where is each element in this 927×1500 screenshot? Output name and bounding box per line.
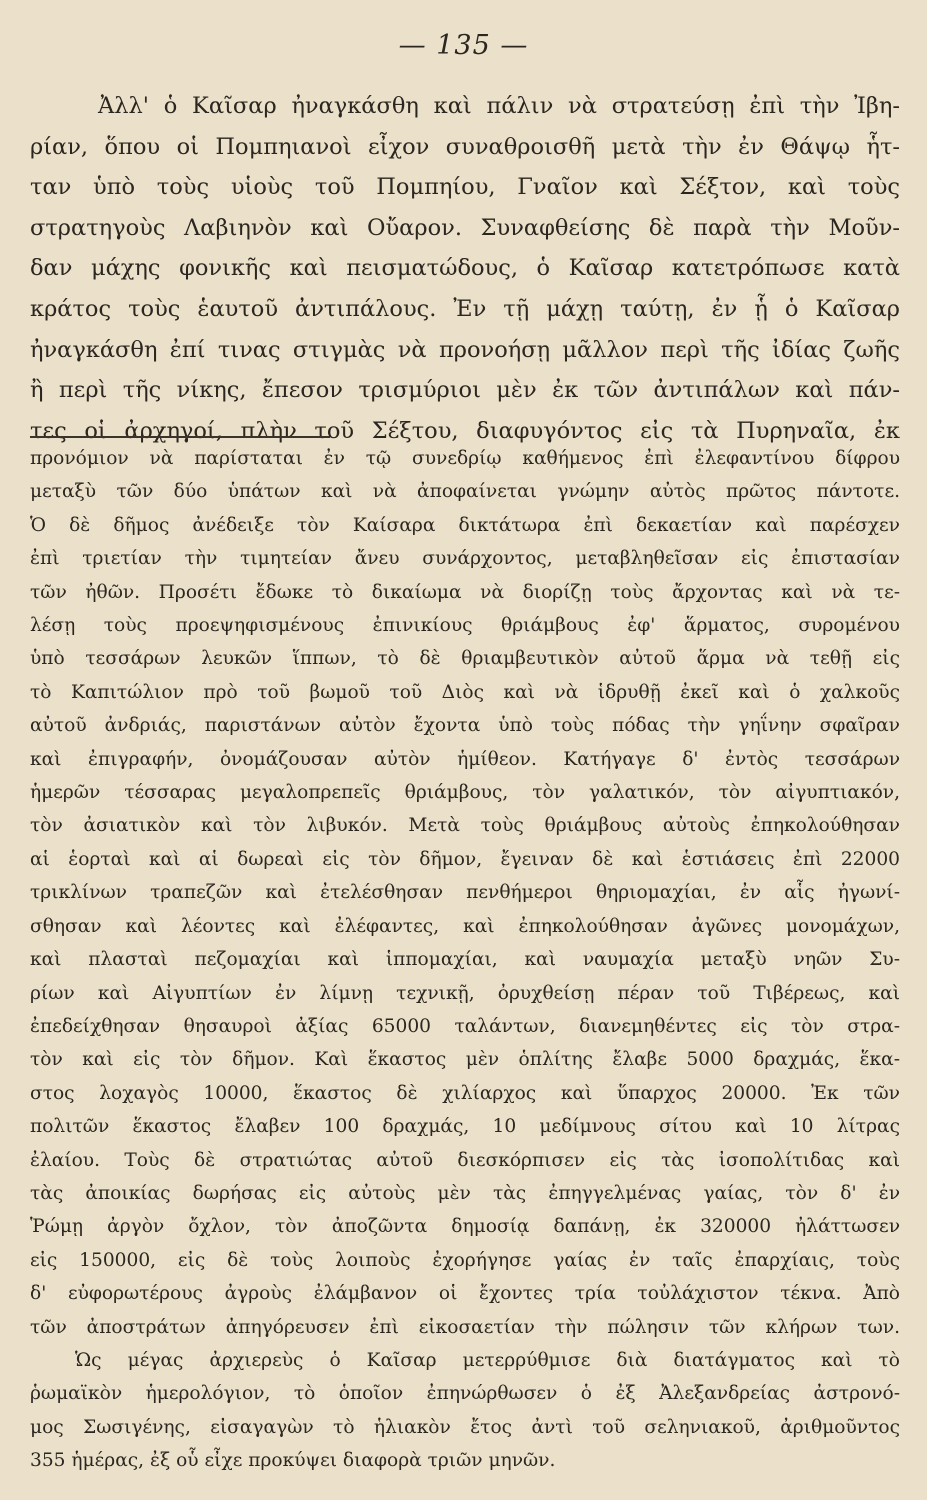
- footnote-line: τῶν ἠθῶν. Προσέτι ἔδωκε τὸ δικαίωμα νὰ διορίζῃ τοὺς ἄρχοντας καὶ νὰ τε-: [30, 581, 900, 603]
- page-number: — 135 —: [398, 30, 529, 61]
- main-line: κράτος τοὺς ἑαυτοῦ ἀντιπάλους. Ἐν τῇ μάχῃ ταύτῃ, ἐν ᾗ ὁ Καῖσαρ: [30, 295, 900, 322]
- footnote-line: καὶ πλασταὶ πεζομαχίαι καὶ ἱππομαχίαι, καὶ ναυμαχία μεταξὺ νηῶν Συ-: [30, 949, 900, 971]
- footnote-line: πολιτῶν ἕκαστος ἔλαβεν 100 δραχμάς, 10 μεδίμνους σίτου καὶ 10 λίτρας: [30, 1116, 900, 1138]
- main-line: τες οἱ ἀρχηγοί, πλὴν τοῦ Σέξτου, διαφυγόντος εἰς τὰ Πυρηναῖα, ἐκ: [30, 417, 900, 444]
- main-line: ἢ περὶ τῆς νίκης, ἔπεσον τρισμύριοι μὲν ἐκ τῶν ἀντιπάλων καὶ πάν-: [30, 377, 900, 404]
- footnote-line: εἰς 150000, εἰς δὲ τοὺς λοιποὺς ἐχορήγησε γαίας ἐν ταῖς ἐπαρχίαις, τοὺς: [30, 1249, 900, 1271]
- footnote-line: Ῥώμῃ ἀργὸν ὄχλον, τὸν ἀποζῶντα δημοσίᾳ δαπάνῃ, ἐκ 320000 ἠλάττωσεν: [30, 1216, 900, 1238]
- main-line: δαν μάχης φονικῆς καὶ πεισματώδους, ὁ Καῖσαρ κατετρόπωσε κατὰ: [30, 255, 900, 282]
- footnote-separator: [30, 436, 330, 438]
- footnote-line: καὶ ἐπιγραφήν, ὀνομάζουσαν αὐτὸν ἡμίθεον. Κατήγαγε δ' ἐντὸς τεσσάρων: [30, 748, 900, 770]
- footnote-line: προνόμιον νὰ παρίσταται ἐν τῷ συνεδρίῳ καθήμενος ἐπὶ ἐλεφαντίνου δίφρου: [30, 448, 900, 469]
- main-line: Ἀλλ' ὁ Καῖσαρ ἠναγκάσθη καὶ πάλιν νὰ στρατεύσῃ ἐπὶ τὴν Ἰβη-: [98, 93, 900, 119]
- footnote-line: μος Σωσιγένης, εἰσαγαγὼν τὸ ἡλιακὸν ἔτος ἀντὶ τοῦ σεληνιακοῦ, ἀριθμοῦντος: [30, 1416, 900, 1438]
- footnote-line: αἱ ἑορταὶ καὶ αἱ δωρεαὶ εἰς τὸν δῆμον, ἔγειναν δὲ καὶ ἑστιάσεις ἐπὶ 22000: [30, 848, 900, 870]
- footnote-line: στος λοχαγὸς 10000, ἕκαστος δὲ χιλίαρχος καὶ ὕπαρχος 20000. Ἐκ τῶν: [30, 1082, 900, 1104]
- main-line: στρατηγοὺς Λαβιηνὸν καὶ Οὔαρον. Συναφθείσης δὲ παρὰ τὴν Μοῦν-: [30, 214, 900, 241]
- main-line: ἠναγκάσθη ἐπί τινας στιγμὰς νὰ προνοήσῃ μᾶλλον περὶ τῆς ἰδίας ζωῆς: [30, 336, 900, 363]
- footnote-line: ρίων καὶ Αἰγυπτίων ἐν λίμνῃ τεχνικῇ, ὀρυχθείσῃ πέραν τοῦ Τιβέρεως, καὶ: [30, 982, 900, 1004]
- footnote-line: ὑπὸ τεσσάρων λευκῶν ἵππων, τὸ δὲ θριαμβευτικὸν αὐτοῦ ἅρμα νὰ τεθῇ εἰς: [30, 648, 900, 670]
- footnote-line: ῥωμαϊκὸν ἡμερολόγιον, τὸ ὁποῖον ἐπηνώρθωσεν ὁ ἐξ Ἀλεξανδρείας ἀστρονό-: [30, 1383, 900, 1405]
- footnote-line: ἡμερῶν τέσσαρας μεγαλοπρεπεῖς θριάμβους, τὸν γαλατικόν, τὸν αἰγυπτιακόν,: [30, 782, 900, 804]
- footnote-line: μεταξὺ τῶν δύο ὑπάτων καὶ νὰ ἀποφαίνεται γνώμην αὐτὸς πρῶτος πάντοτε.: [30, 481, 900, 503]
- footnote-line: ἐπεδείχθησαν θησαυροὶ ἀξίας 65000 ταλάντων, διανεμηθέντες εἰς τὸν στρα-: [30, 1015, 900, 1037]
- footnote-line: δ' εὐφορωτέρους ἀγροὺς ἐλάμβανον οἱ ἔχοντες τρία τοὐλάχιστον τέκνα. Ἀπὸ: [30, 1283, 900, 1305]
- footnote-line: τὸν καὶ εἰς τὸν δῆμον. Καὶ ἕκαστος μὲν ὁπλίτης ἔλαβε 5000 δραχμάς, ἕκα-: [30, 1049, 900, 1071]
- footnote-line: τρικλίνων τραπεζῶν καὶ ἐτελέσθησαν πενθήμεροι θηριομαχίαι, ἐν αἷς ἠγωνί-: [30, 882, 900, 904]
- footnote-line: τῶν ἀποστράτων ἀπηγόρευσεν ἐπὶ εἰκοσαετίαν τὴν πώλησιν τῶν κλήρων των.: [30, 1316, 900, 1338]
- main-line: ταν ὑπὸ τοὺς υἱοὺς τοῦ Πομπηίου, Γναῖον καὶ Σέξτον, καὶ τοὺς: [30, 174, 900, 201]
- footnote-line: τὰς ἀποικίας δωρήσας εἰς αὐτοὺς μὲν τὰς ἐπηγγελμένας γαίας, τὸν δ' ἐν: [30, 1182, 900, 1204]
- footnote-line: ἐλαίου. Τοὺς δὲ στρατιώτας αὐτοῦ διεσκόρπισεν εἰς τὰς ἰσοπολίτιδας καὶ: [30, 1149, 900, 1171]
- footnote-line: λέσῃ τοὺς προεψηφισμένους ἐπινικίους θριάμβους ἐφ' ἅρματος, συρομένου: [30, 615, 900, 637]
- main-line: ρίαν, ὅπου οἱ Πομπηιανοὶ εἶχον συναθροισθῆ μετὰ τὴν ἐν Θάψῳ ἧτ-: [30, 133, 900, 160]
- footnote-line: αὐτοῦ ἀνδριάς, παριστάνων αὐτὸν ἔχοντα ὑπὸ τοὺς πόδας τὴν γηΐνην σφαῖραν: [30, 715, 900, 737]
- footnote-line: τὸ Καπιτώλιον πρὸ τοῦ βωμοῦ τοῦ Διὸς καὶ νὰ ἱδρυθῇ ἐκεῖ καὶ ὁ χαλκοῦς: [30, 681, 900, 703]
- footnote-line: σθησαν καὶ λέοντες καὶ ἐλέφαντες, καὶ ἐπηκολούθησαν ἀγῶνες μονομάχων,: [30, 915, 900, 937]
- footnote-line: Ὁ δὲ δῆμος ἀνέδειξε τὸν Καίσαρα δικτάτωρα ἐπὶ δεκαετίαν καὶ παρέσχεν: [30, 514, 900, 536]
- footnote-line: τὸν ἀσιατικὸν καὶ τὸν λιβυκόν. Μετὰ τοὺς θριάμβους αὐτοὺς ἐπηκολούθησαν: [30, 815, 900, 837]
- footnote-line: ἐπὶ τριετίαν τὴν τιμητείαν ἄνευ συνάρχοντος, μεταβληθεῖσαν εἰς ἐπιστασίαν: [30, 548, 900, 570]
- footnote: [30, 442, 900, 1478]
- main-paragraph: [30, 86, 900, 451]
- footnote-line: 355 ἡμέρας, ἐξ οὗ εἶχε προκύψει διαφορὰ τριῶν μηνῶν.: [30, 1450, 556, 1472]
- footnote-line: Ὡς μέγας ἀρχιερεὺς ὁ Καῖσαρ μετερρύθμισε διὰ διατάγματος καὶ τὸ: [75, 1349, 900, 1371]
